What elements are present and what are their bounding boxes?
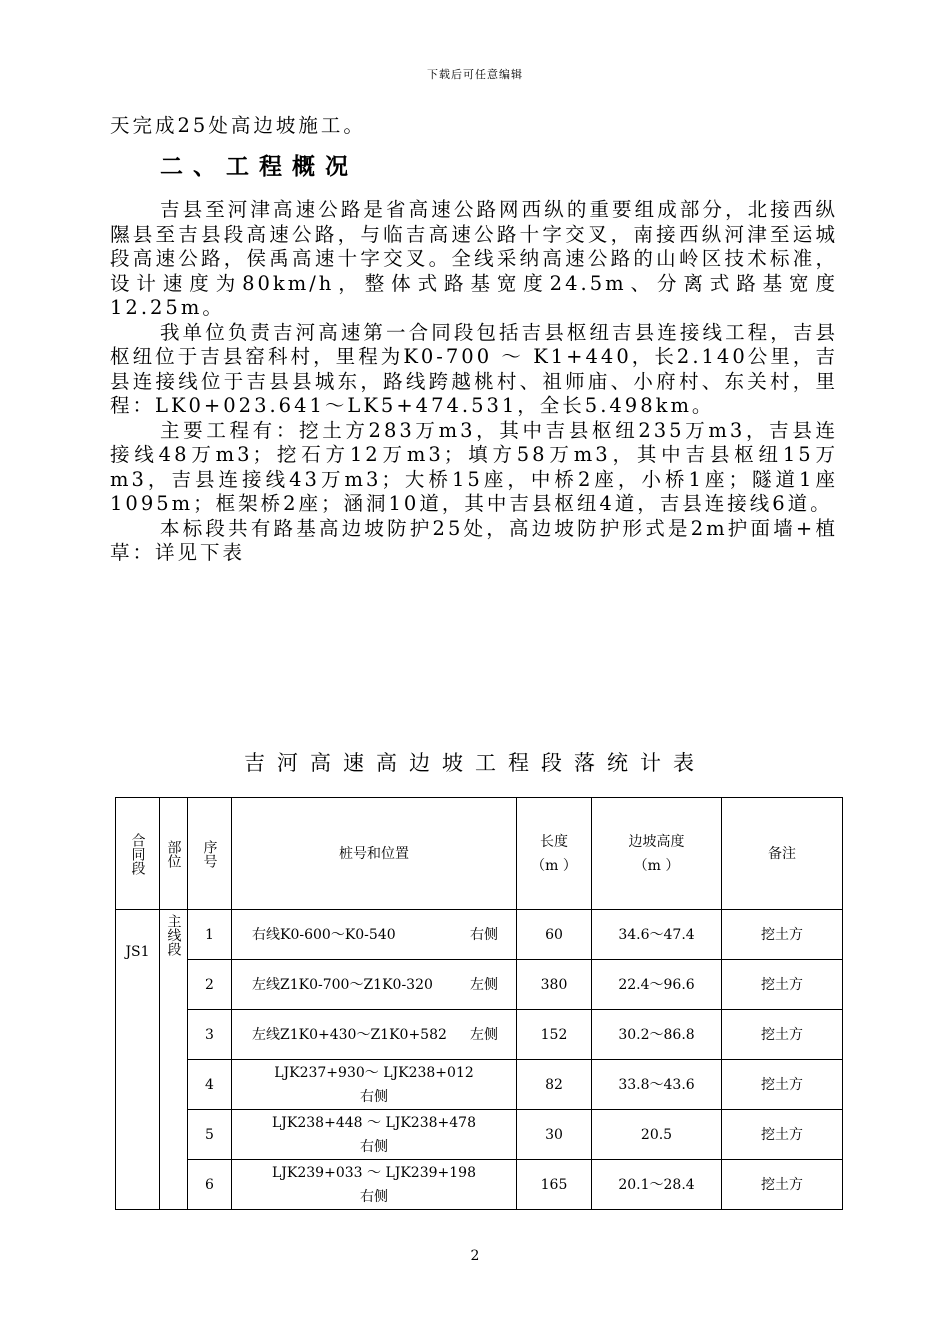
seq-cell: 1 bbox=[188, 910, 232, 960]
paragraph: 本标段共有路基高边坡防护25处，高边坡防护形式是2m护面墙+植草：详见下表 bbox=[110, 516, 838, 564]
station-text: 右线K0-600～K0-540 bbox=[252, 926, 396, 943]
remark-cell: 挖土方 bbox=[722, 1110, 843, 1160]
length-cell: 165 bbox=[517, 1160, 592, 1210]
length-cell: 82 bbox=[517, 1060, 592, 1110]
paragraph: 吉县至河津高速公路是省高速公路网西纵的重要组成部分，北接西纵隰县至吉县段高速公路，与临吉高速公路十字交叉，南接西纵河津至运城段高速公路，侯禹高速十字交叉。全线采纳高速公路的山岭区技术标准，设计速度为80km/h，整体式路基宽度24.5m、分离式路基宽度12.25m。 bbox=[110, 198, 838, 319]
table-row bbox=[116, 1160, 843, 1210]
length-cell: 30 bbox=[517, 1110, 592, 1160]
table-row bbox=[116, 1110, 843, 1160]
side-text: 右侧 bbox=[360, 1188, 388, 1205]
remark-cell: 挖土方 bbox=[722, 1160, 843, 1210]
header-height-unit: （m ） bbox=[633, 857, 680, 874]
height-cell: 20.5 bbox=[592, 1110, 722, 1160]
station-text: LJK239+033 ～ LJK239+198 bbox=[272, 1164, 476, 1181]
station-text: LJK237+930～ LJK238+012 bbox=[274, 1064, 474, 1081]
height-cell: 33.8～43.6 bbox=[592, 1060, 722, 1110]
station-cell bbox=[232, 1110, 517, 1160]
station-text: LJK238+448 ～ LJK238+478 bbox=[272, 1114, 476, 1131]
side-text: 左侧 bbox=[470, 1026, 498, 1043]
header-station: 桩号和位置 bbox=[232, 798, 517, 910]
station-cell bbox=[232, 1060, 517, 1110]
header-part: 部位 bbox=[160, 798, 188, 910]
table-row bbox=[116, 960, 843, 1010]
contract-cell: JS1 bbox=[116, 910, 160, 1210]
seq-cell: 3 bbox=[188, 1010, 232, 1060]
length-cell: 380 bbox=[517, 960, 592, 1010]
station-cell bbox=[232, 910, 517, 960]
station-cell bbox=[232, 960, 517, 1010]
station-cell bbox=[232, 1160, 517, 1210]
page-number: 2 bbox=[470, 1248, 480, 1264]
side-text: 右侧 bbox=[360, 1088, 388, 1105]
paragraph: 主要工程有：挖土方283万m3，其中吉县枢纽235万m3，吉县连接线48万m3；挖石方12万m3；填方58万m3，其中吉县枢纽15万m3，吉县连接线43万m3；大桥15座，中桥2座，小桥1座；隧道1座1095m；框架桥2座；涵洞10道，其中吉县枢纽4道，吉县连接线6道。 bbox=[110, 418, 838, 515]
side-text: 右侧 bbox=[470, 926, 498, 943]
station-cell bbox=[232, 1010, 517, 1060]
table-title: 吉河高速高边坡工程段落统计表 bbox=[244, 751, 706, 775]
height-cell: 22.4～96.6 bbox=[592, 960, 722, 1010]
header-length bbox=[517, 798, 592, 910]
table-header-row bbox=[116, 798, 843, 910]
height-cell: 30.2～86.8 bbox=[592, 1010, 722, 1060]
seq-cell: 4 bbox=[188, 1060, 232, 1110]
slope-statistics-table bbox=[115, 797, 843, 1210]
length-cell: 152 bbox=[517, 1010, 592, 1060]
side-text: 左侧 bbox=[470, 976, 498, 993]
header-length-label: 长度 bbox=[540, 833, 568, 850]
remark-cell: 挖土方 bbox=[722, 910, 843, 960]
header-seq: 序号 bbox=[188, 798, 232, 910]
header-contract: 合同段 bbox=[116, 798, 160, 910]
section-heading: 二、工程概况 bbox=[160, 153, 358, 180]
header-length-unit: （m ） bbox=[531, 857, 577, 874]
table-row bbox=[116, 910, 843, 960]
continuation-line: 天完成25处高边坡施工。 bbox=[110, 114, 366, 137]
header-height-label: 边坡高度 bbox=[628, 833, 685, 850]
table-row bbox=[116, 1060, 843, 1110]
height-cell: 34.6～47.4 bbox=[592, 910, 722, 960]
header-remark: 备注 bbox=[722, 798, 843, 910]
height-cell: 20.1～28.4 bbox=[592, 1160, 722, 1210]
page-header: 下载后可任意编辑 bbox=[427, 68, 523, 81]
remark-cell: 挖土方 bbox=[722, 1060, 843, 1110]
header-height bbox=[592, 798, 722, 910]
side-text: 右侧 bbox=[360, 1138, 388, 1155]
part-value: 主线段 bbox=[165, 914, 182, 956]
station-text: 左线Z1K0-700～Z1K0-320 bbox=[252, 976, 433, 993]
seq-cell: 5 bbox=[188, 1110, 232, 1160]
part-cell bbox=[160, 910, 188, 1210]
station-text: 左线Z1K0+430～Z1K0+582 bbox=[252, 1026, 447, 1043]
table-row bbox=[116, 1010, 843, 1060]
overview-paragraphs bbox=[110, 198, 838, 566]
seq-cell: 2 bbox=[188, 960, 232, 1010]
remark-cell: 挖土方 bbox=[722, 960, 843, 1010]
seq-cell: 6 bbox=[188, 1160, 232, 1210]
length-cell: 60 bbox=[517, 910, 592, 960]
remark-cell: 挖土方 bbox=[722, 1010, 843, 1060]
paragraph: 我单位负责吉河高速第一合同段包括吉县枢纽吉县连接线工程，吉县枢纽位于吉县窑科村，里程为K0-700 ～ K1+440，长2.140公里，吉县连接线位于吉县县城东，路线跨越桃村、祖师庙、小府村、东关村，里程：LK0+023.641～LK5+474.531，全长5.498km。 bbox=[110, 320, 838, 417]
